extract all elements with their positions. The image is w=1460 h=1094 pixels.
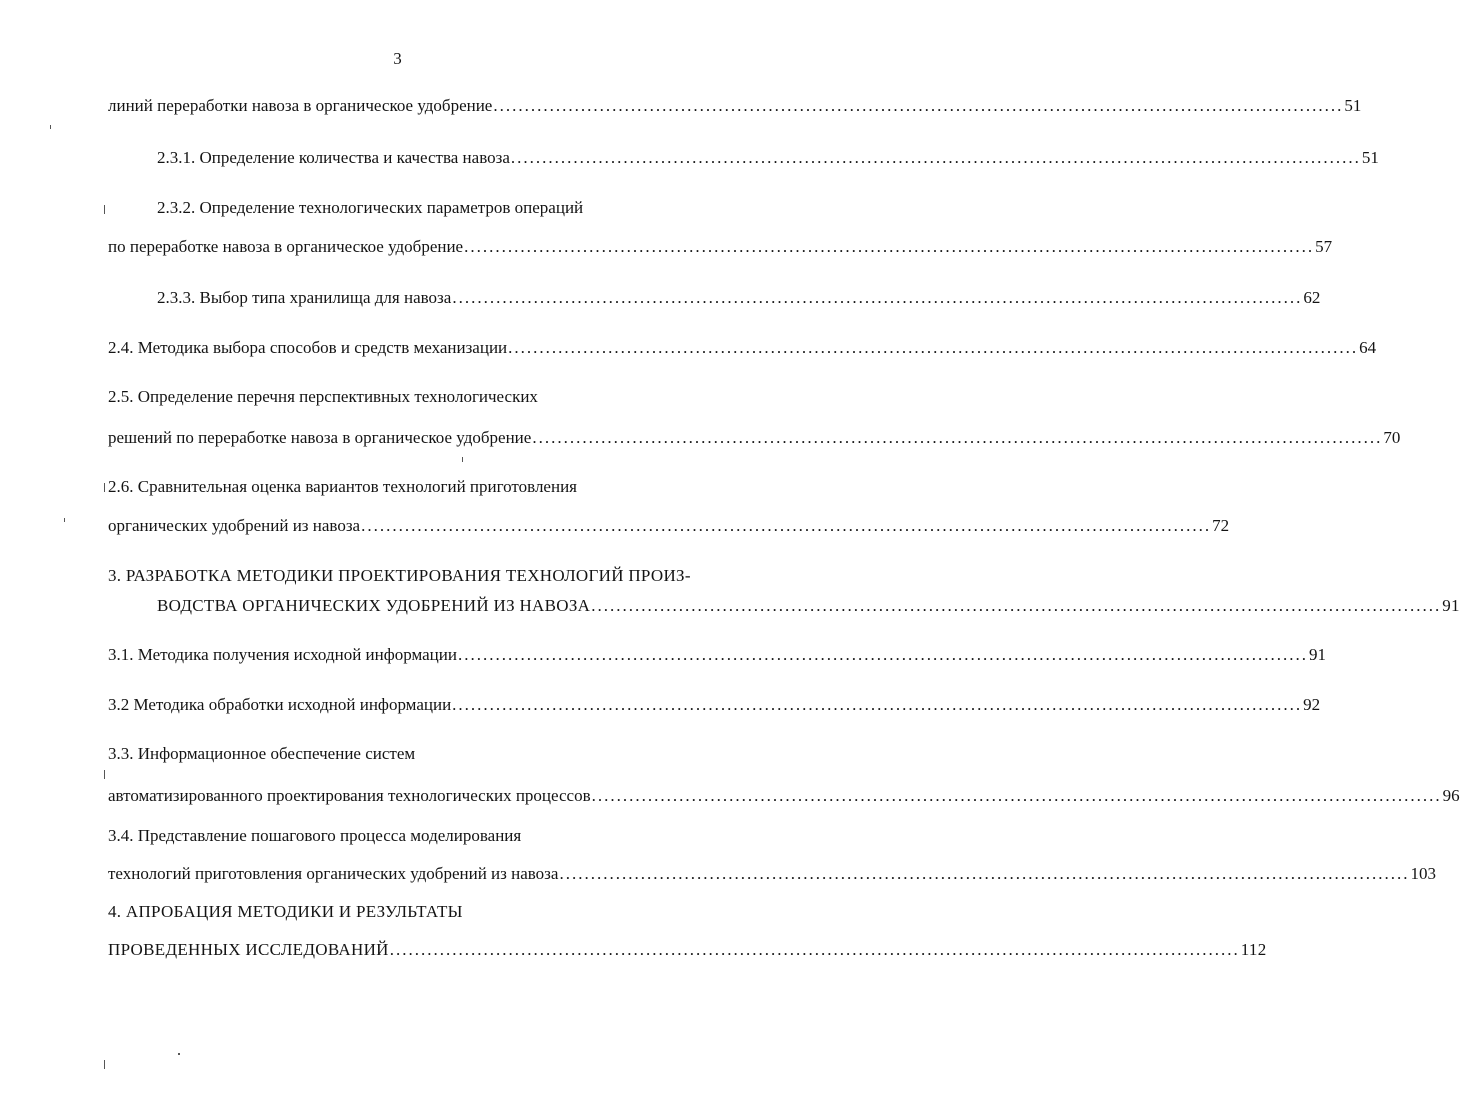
toc-entry: [157, 148, 1379, 168]
toc-entry-title: 2.6. Сравнительная оценка вариантов технологий приготовления: [108, 477, 577, 496]
dot-leader: ........................................................................................................................................: [464, 237, 1315, 256]
dot-leader: ........................................................................................................................................: [361, 516, 1212, 535]
toc-entry: [108, 96, 1362, 116]
toc-entry-page: 92: [1303, 695, 1321, 714]
toc-entry-title: по переработке навоза в органическое удобрение: [108, 237, 464, 256]
toc-entry-page: 91: [1442, 596, 1460, 615]
scan-mark: [50, 125, 51, 129]
toc-entry: [108, 428, 1401, 448]
toc-entry-page: 103: [1410, 864, 1436, 883]
toc-entry: [108, 338, 1377, 358]
toc-entry: [157, 288, 1321, 308]
toc-entry-title: 3. РАЗРАБОТКА МЕТОДИКИ ПРОЕКТИРОВАНИЯ ТЕХНОЛОГИЙ ПРОИЗ-: [108, 566, 691, 585]
toc-entry-page: 62: [1303, 288, 1321, 307]
scan-mark: [104, 205, 105, 214]
toc-entry-title: 3.1. Методика получения исходной информации: [108, 645, 457, 664]
toc-entry-title: 2.3.3. Выбор типа хранилища для навоза: [157, 288, 452, 307]
scan-mark: [104, 1060, 105, 1069]
toc-entry: [108, 786, 1460, 806]
dot-leader: ........................................................................................................................................: [389, 940, 1240, 959]
toc-entry-title: 3.2 Методика обработки исходной информации: [108, 695, 452, 714]
toc-entry-title: технологий приготовления органических удобрений из навоза: [108, 864, 559, 883]
toc-entry-title: 4. АПРОБАЦИЯ МЕТОДИКИ И РЕЗУЛЬТАТЫ: [108, 902, 463, 921]
toc-entry-page: 91: [1308, 645, 1326, 664]
toc-entry-title: 3.3. Информационное обеспечение систем: [108, 744, 416, 763]
toc-entry-title: 3.4. Представление пошагового процесса моделирования: [108, 826, 522, 845]
dot-leader: ........................................................................................................................................: [510, 148, 1361, 167]
toc-entry-title: линий переработки навоза в органическое удобрение: [108, 96, 493, 115]
toc-entry-page: 96: [1442, 786, 1460, 805]
dot-leader: ........................................................................................................................................: [532, 428, 1383, 447]
dot-leader: ........................................................................................................................................: [591, 596, 1442, 615]
scan-mark: [178, 1053, 180, 1055]
dot-leader: ........................................................................................................................................: [493, 96, 1344, 115]
toc-entry: [108, 516, 1230, 536]
toc-entry-title: 2.5. Определение перечня перспективных технологических: [108, 387, 538, 406]
scan-mark: [462, 457, 463, 462]
toc-entry: [108, 237, 1333, 257]
toc-entry-page: 64: [1359, 338, 1377, 357]
dot-leader: ........................................................................................................................................: [508, 338, 1359, 357]
toc-entry-title: ПРОВЕДЕННЫХ ИССЛЕДОВАНИЙ: [108, 940, 389, 959]
toc-entry-title: 2.3.2. Определение технологических параметров операций: [157, 198, 584, 217]
dot-leader: ........................................................................................................................................: [452, 288, 1303, 307]
dot-leader: ........................................................................................................................................: [559, 864, 1410, 883]
scan-mark: [104, 483, 105, 492]
toc-entry: [108, 645, 1326, 665]
page-number: 3: [393, 49, 402, 68]
toc-entry-page: 51: [1344, 96, 1362, 115]
toc-entry: [157, 596, 1460, 616]
toc-entry-title: 2.4. Методика выбора способов и средств механизации: [108, 338, 508, 357]
toc-entry: [108, 940, 1267, 960]
dot-leader: ........................................................................................................................................: [457, 645, 1308, 664]
toc-entry-title: 2.3.1. Определение количества и качества навоза: [157, 148, 510, 167]
toc-entry-page: 70: [1383, 428, 1401, 447]
toc-entry: [108, 695, 1321, 715]
dot-leader: ........................................................................................................................................: [452, 695, 1303, 714]
toc-entry-page: 57: [1315, 237, 1333, 256]
toc-entry-title: органических удобрений из навоза: [108, 516, 361, 535]
scan-mark: [104, 770, 105, 779]
toc-entry-page: 72: [1212, 516, 1230, 535]
toc-entry-title: ВОДСТВА ОРГАНИЧЕСКИХ УДОБРЕНИЙ ИЗ НАВОЗА: [157, 596, 591, 615]
toc-entry: [108, 864, 1436, 884]
toc-entry-page: 112: [1240, 940, 1267, 959]
scan-mark: [64, 518, 65, 522]
toc-entry-page: 51: [1361, 148, 1379, 167]
dot-leader: ........................................................................................................................................: [591, 786, 1442, 805]
toc-entry-title: автоматизированного проектирования технологических процессов: [108, 786, 591, 805]
toc-entry-title: решений по переработке навоза в органическое удобрение: [108, 428, 532, 447]
